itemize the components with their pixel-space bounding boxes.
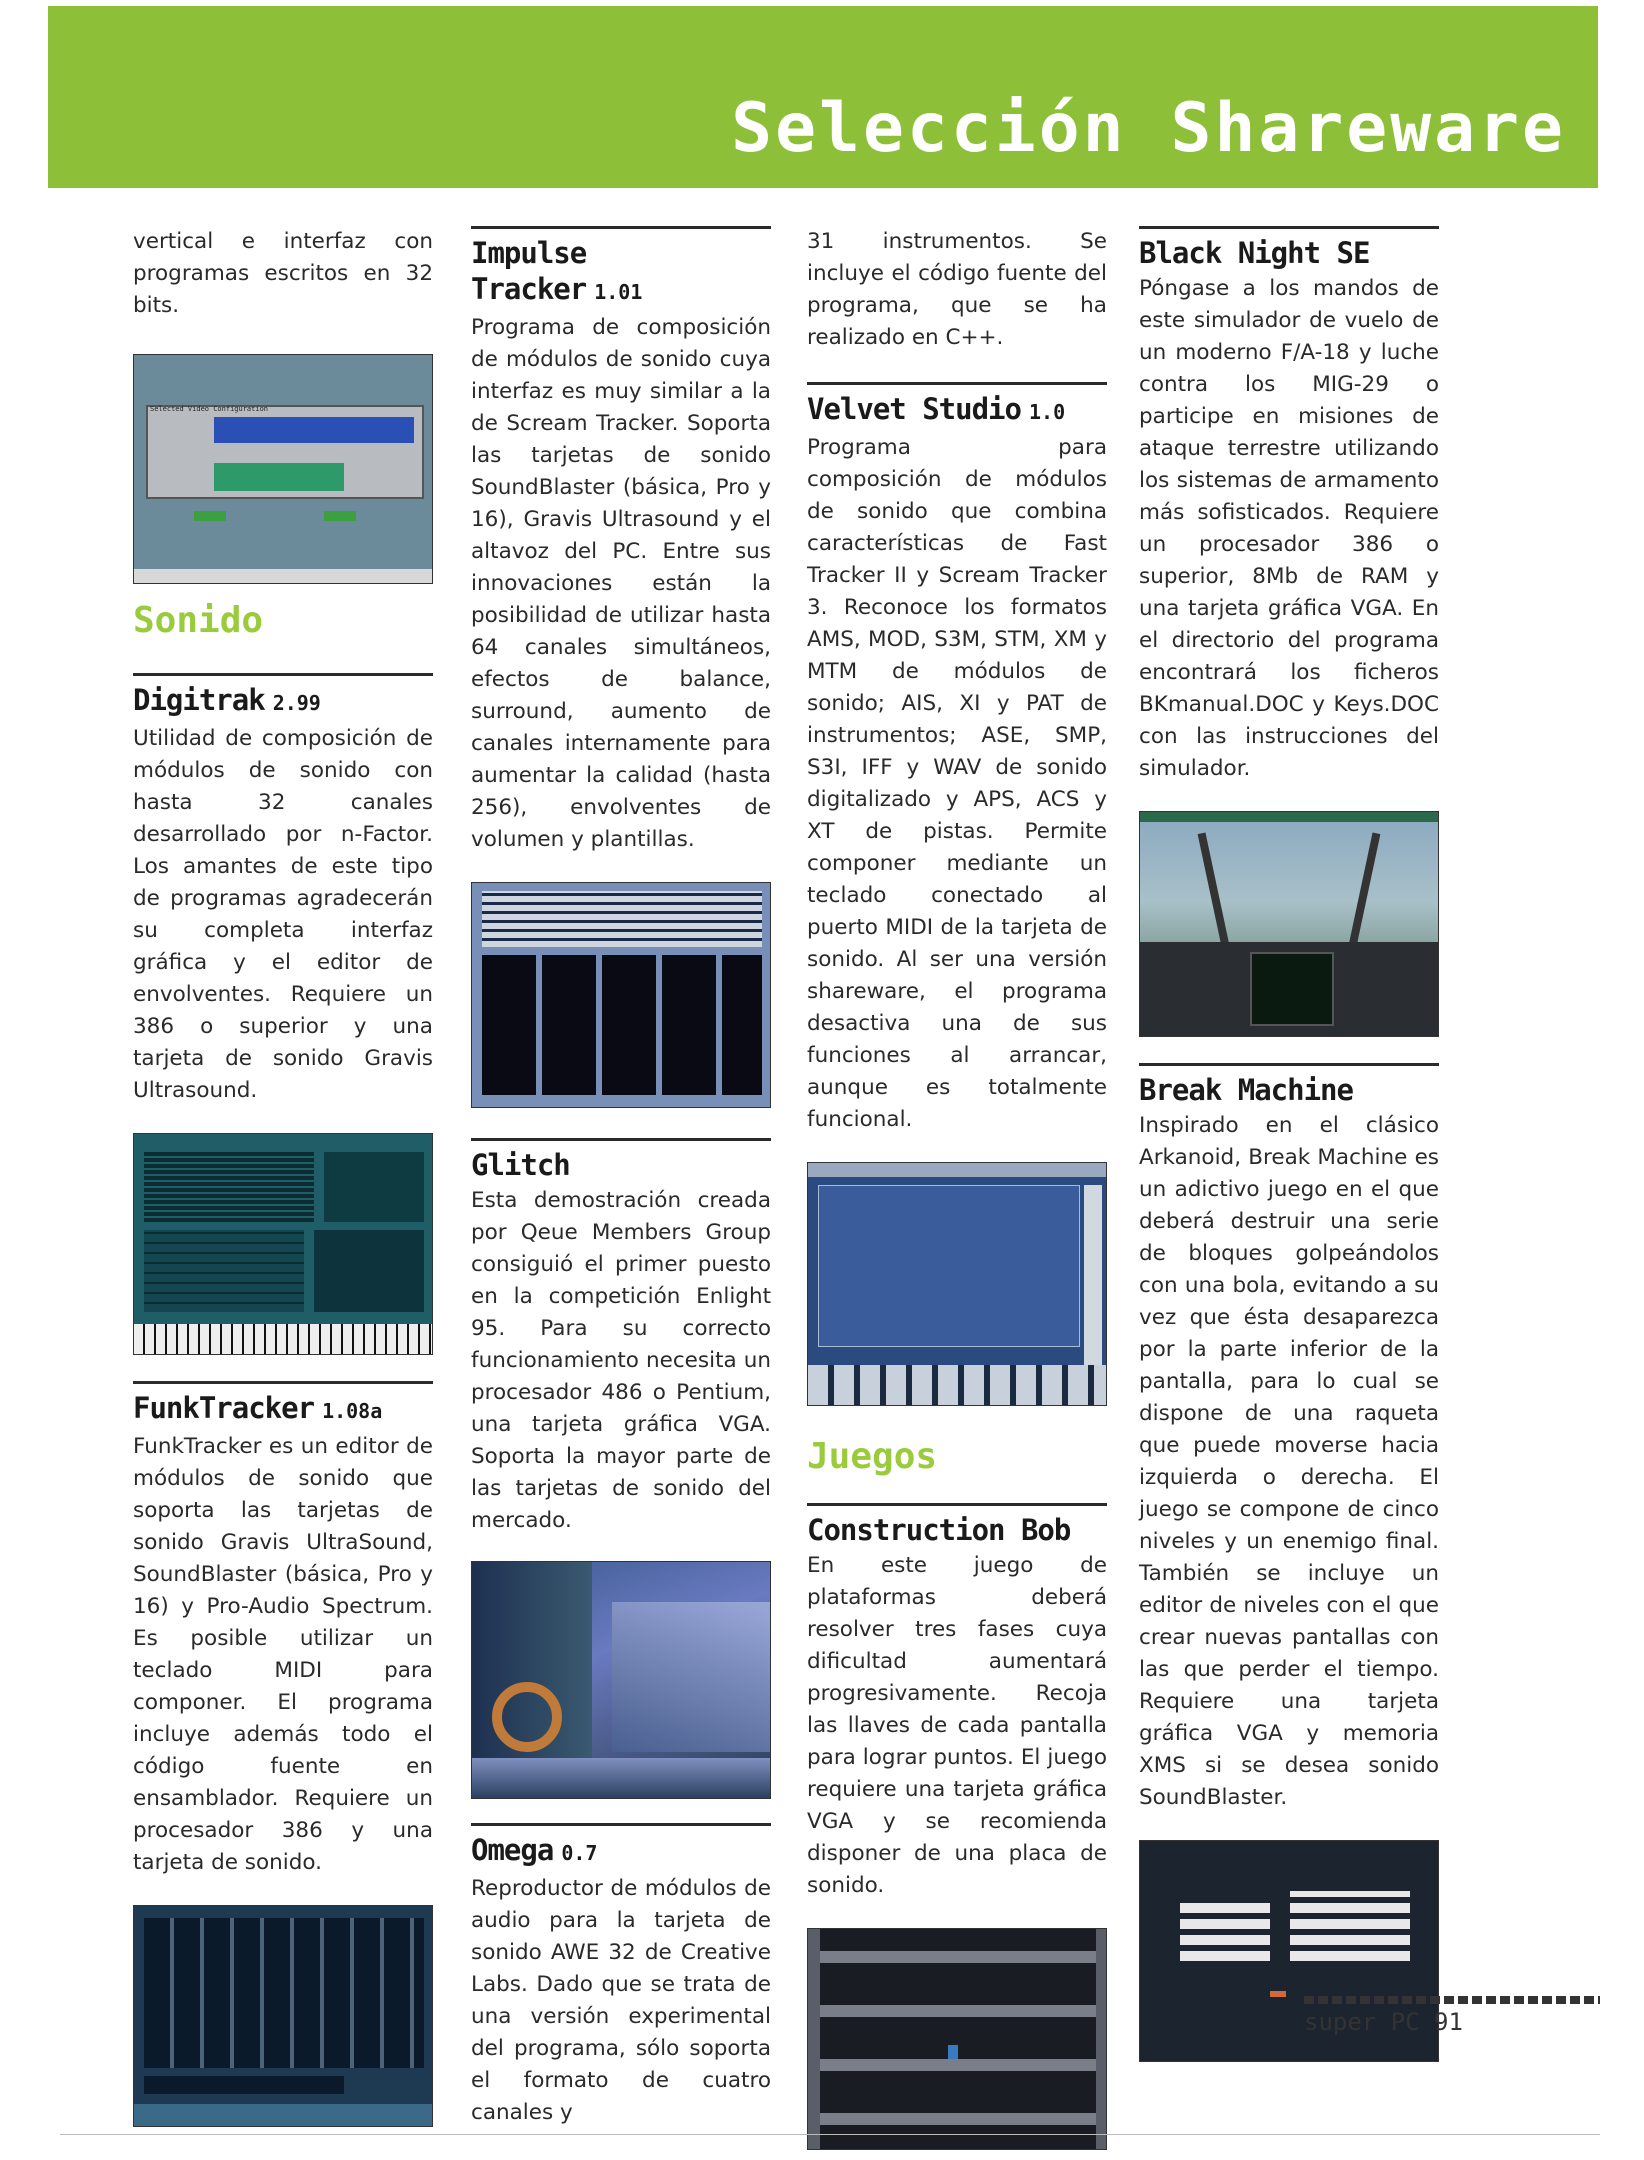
version-label: 2.99 <box>272 691 321 715</box>
title-name: Omega <box>471 1833 554 1867</box>
entry-text-omega: Reproductor de módulos de audio para la tarjeta de sonido AWE 32 de Creative Labs. Dado que se trata de una versión experimental del programa, sólo soporta el formato de cuatro canales y <box>471 1876 771 2125</box>
video-config-screenshot <box>133 354 433 584</box>
glitch-screenshot <box>471 1561 771 1799</box>
entry-break-machine <box>1139 1063 1439 1814</box>
column-2 <box>471 226 771 2129</box>
column-3 <box>807 226 1107 2150</box>
funktracker-screenshot <box>133 1905 433 2127</box>
entry-text-impulse-tracker: Programa de composición de módulos de sonido cuya interfaz es muy similar a la de Scream Tracker. Soporta las tarjetas de sonido SoundBlaster (básica, Pro y 16), Gravis Ultrasound y el altavoz del PC. Entre sus innovaciones están la posibilidad de utilizar hasta 64 canales simultáneos, efectos de balance, surround, aumento de canales internamente para aumentar la calidad (hasta 256), envolventes de volumen y plantillas. <box>471 315 771 852</box>
column-4 <box>1139 226 1439 2062</box>
title-name: Digitrak <box>133 683 265 717</box>
construction-bob-screenshot <box>807 1928 1107 2150</box>
entry-title-black-night: Black Night SE <box>1139 236 1370 270</box>
entry-impulse-tracker <box>471 226 771 856</box>
header-band <box>48 6 1598 188</box>
version-label: 1.01 <box>594 280 643 304</box>
title-name: FunkTracker <box>133 1391 315 1425</box>
title-name: Impulse Tracker <box>471 236 587 306</box>
entry-title-break-machine: Break Machine <box>1139 1073 1353 1107</box>
bottom-rule <box>60 2134 1600 2135</box>
title-name: Velvet Studio <box>807 392 1021 426</box>
velvet-studio-screenshot <box>807 1162 1107 1406</box>
digitrak-screenshot <box>133 1133 433 1355</box>
entry-black-night <box>1139 226 1439 785</box>
entry-digitrak <box>133 673 433 1107</box>
col1-intro-text: vertical e interfaz con programas escritos en 32 bits. <box>133 229 433 318</box>
col3-intro-text: 31 instrumentos. Se incluye el código fuente del programa, que se ha realizado en C++. <box>807 229 1107 350</box>
version-label: 1.08a <box>322 1399 383 1423</box>
entry-title-impulse-tracker <box>471 235 771 310</box>
folio-dots <box>1304 1996 1600 2004</box>
entry-velvet-studio <box>807 382 1107 1136</box>
entry-title-digitrak <box>133 682 433 721</box>
entry-text-glitch: Esta demostración creada por Qeue Members Group consiguió el primer puesto en la competición Enlight 95. Para su correcto funcionamiento necesita un procesador 486 o Pentium, una tarjeta gráfica VGA. Soporta la mayor parte de las tarjetas de sonido del mercado. <box>471 1188 771 1533</box>
page-title: Selección Shareware <box>731 89 1566 168</box>
entry-title-construction-bob: Construction Bob <box>807 1513 1071 1547</box>
impulse-tracker-screenshot <box>471 882 771 1108</box>
column-1 <box>133 226 433 2127</box>
entry-text-velvet-studio: Programa para composición de módulos de sonido que combina características de Fast Tracker II y Scream Tracker 3. Reconoce los formatos AMS, MOD, S3M, STM, XM y MTM de módulos de sonido; AIS, XI y PAT de instrumentos; ASE, SMP, S3I, IFF y WAV de sonido digitalizado y APS, ACS y XT de pistas. Permite componer mediante un teclado conectado al puerto MIDI de la tarjeta de sonido. Al ser una versión shareware, el programa desactiva una de sus funciones al arrancar, aunque es totalmente funcional. <box>807 435 1107 1132</box>
entry-construction-bob <box>807 1503 1107 1902</box>
section-title-juegos: Juegos <box>807 1436 938 1477</box>
entry-text-construction-bob: En este juego de plataformas deberá resolver tres fases cuya dificultad aumentará progresivamente. Recoja las llaves de cada pantalla para lograr puntos. El juego requiere una tarjeta gráfica VGA y se recomienda disponer de una placa de sonido. <box>807 1553 1107 1898</box>
version-label: 1.0 <box>1028 400 1066 424</box>
video-config-caption: Selected Video Configuration <box>150 405 269 413</box>
entry-title-funktracker <box>133 1390 433 1429</box>
section-title-sonido: Sonido <box>133 600 264 641</box>
entry-funktracker <box>133 1381 433 1879</box>
entry-text-funktracker: FunkTracker es un editor de módulos de sonido que soporta las tarjetas de sonido Gravis UltraSound, SoundBlaster (básica, Pro y 16) y Pro-Audio Spectrum. Es posible utilizar un teclado MIDI para componer. El programa incluye además todo el código fuente en ensamblador. Requiere un procesador 386 y una tarjeta de sonido. <box>133 1434 433 1875</box>
entry-text-digitrak: Utilidad de composición de módulos de sonido con hasta 32 canales desarrollado por n-Factor. Los amantes de este tipo de programas agradecerán su completa interfaz gráfica y el editor de envolventes. Requiere un 386 o superior y una tarjeta de sonido Gravis Ultrasound. <box>133 726 433 1103</box>
entry-glitch <box>471 1138 771 1537</box>
black-night-screenshot <box>1139 811 1439 1037</box>
page-folio <box>1304 1996 1600 2036</box>
entry-omega <box>471 1823 771 2129</box>
folio-label: super PC 91 <box>1304 2008 1463 2036</box>
version-label: 0.7 <box>561 1841 598 1865</box>
entry-title-omega <box>471 1832 771 1871</box>
entry-text-break-machine: Inspirado en el clásico Arkanoid, Break Machine es un adictivo juego en el que deberá destruir una serie de bloques golpeándolos con una bola, evitando a su vez que ésta desaparezca por la parte inferior de la pantalla, para lo cual se dispone de una raqueta que puede moverse hacia izquierda o derecha. El juego se compone de cinco niveles y un enemigo final. También se incluye un editor de niveles con el que crear nuevas pantallas con las que perder el tiempo. Requiere una tarjeta gráfica VGA y memoria XMS si se desea sonido SoundBlaster. <box>1139 1113 1439 1810</box>
entry-text-black-night: Póngase a los mandos de este simulador de vuelo de un moderno F/A-18 y luche contra los MIG-29 o participe en misiones de ataque terrestre utilizando los sistemas de armamento más sofisticados. Requiere un procesador 386 o superior, 8Mb de RAM y una tarjeta gráfica VGA. En el directorio del programa encontrará los ficheros BKmanual.DOC y Keys.DOC con las instrucciones del simulador. <box>1139 276 1439 781</box>
entry-title-velvet-studio <box>807 391 1107 430</box>
entry-title-glitch: Glitch <box>471 1148 570 1182</box>
